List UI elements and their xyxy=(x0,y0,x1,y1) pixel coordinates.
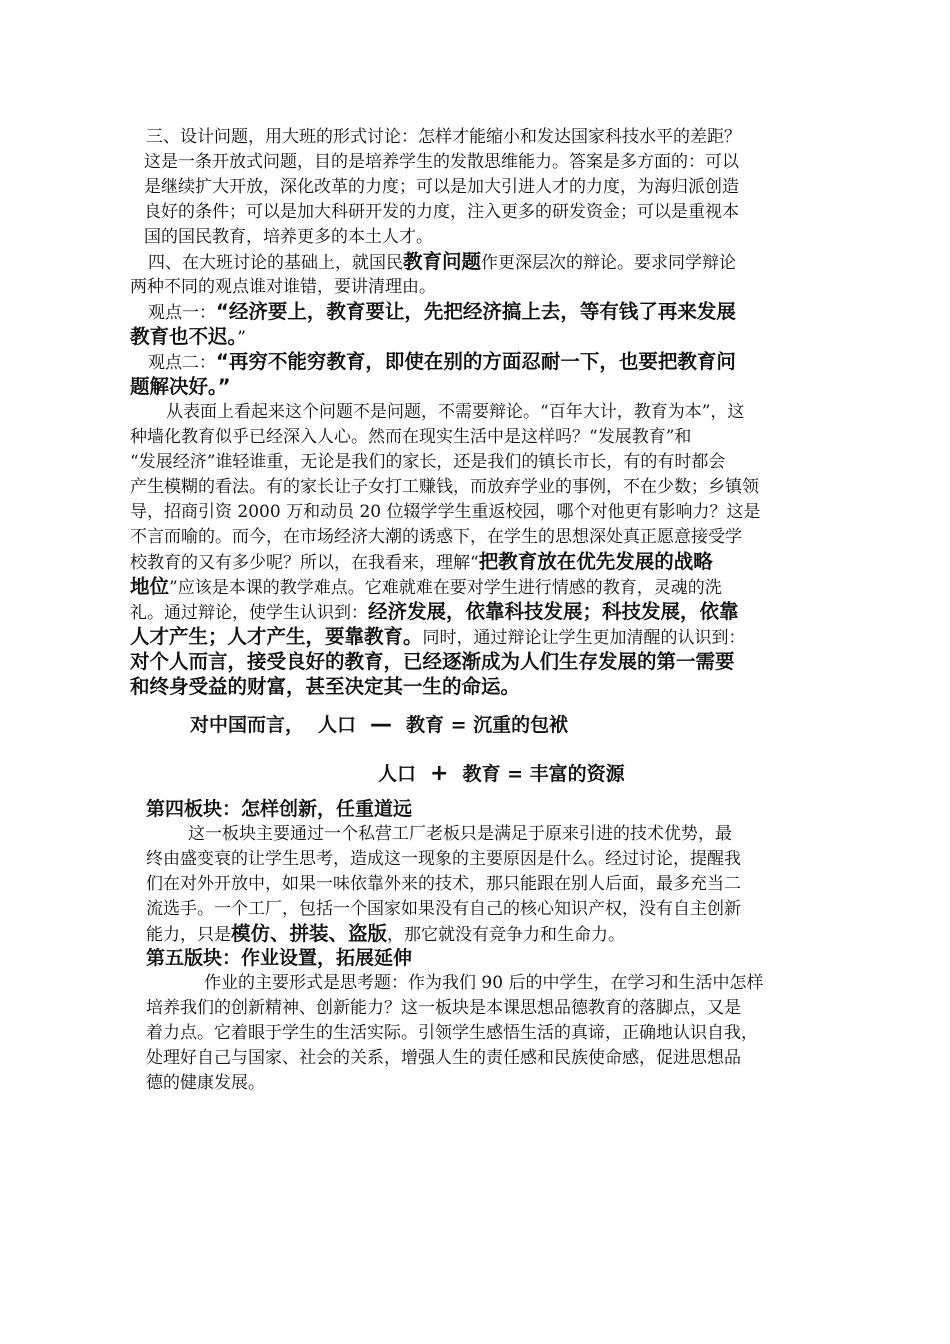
paragraph-text: ”应该是本课的教学难点。它难就难在要对学生进行情感的教育，灵魂的洗 xyxy=(169,578,722,598)
block4-text: ，那它就没有竞争力和生命力。 xyxy=(387,925,626,945)
section3-line: 良好的条件；可以是加大科研开发的力度，注入更多的研发资金；可以是重视本 xyxy=(144,202,739,222)
viewpoint-one-close: ” xyxy=(237,328,246,348)
block5-line: 着力点。它着眼于学生的生活实际。引领学生感悟生活的真谛，正确地认识自我， xyxy=(146,1023,758,1043)
paragraph-line: 从表面上看起来这个问题不是问题，不需要辩论。“百年大计，教育为本”，这 xyxy=(166,402,745,422)
viewpoint-one xyxy=(148,300,736,325)
equation-resource xyxy=(378,762,625,786)
paragraph-text: 同时，通过辩论让学生更加清醒的认识到： xyxy=(422,628,746,648)
block5-heading: 第五版块：作业设置，拓展延伸 xyxy=(146,947,413,969)
paragraph-line: 种墙化教育似乎已经深入人心。然而在现实生活中是这样吗？“发展教育”和 xyxy=(130,427,692,447)
section4-text: 四、在大班讨论的基础上，就国民 xyxy=(148,253,403,273)
paragraph-line: 对个人而言，接受良好的教育，已经逐渐成为人们生存发展的第一需要 xyxy=(130,650,735,673)
viewpoint-one-text: 教育也不迟。 xyxy=(130,325,238,348)
minus-sign: — xyxy=(370,712,393,737)
paragraph-bold: 地位 xyxy=(130,575,170,598)
section4-bold-term: 教育问题 xyxy=(403,250,482,273)
section3-line: 这是一条开放式问题，目的是培养学生的发散思维能力。答案是多方面的：可以 xyxy=(144,152,739,172)
block4-line: 这一板块主要通过一个私营工厂老板只是满足于原来引进的技术优势，最 xyxy=(188,824,732,844)
paragraph-line xyxy=(130,600,739,625)
section4-text: 作更深层次的辩论。要求同学辩论 xyxy=(481,253,737,273)
block4-bold: 模仿、拼装、盗版 xyxy=(231,922,388,945)
paragraph-line xyxy=(130,575,722,600)
block4-line: 流选手。一个工厂，包括一个国家如果没有自己的核心知识产权，没有自主创新 xyxy=(146,899,741,919)
block4-text: 能力，只是 xyxy=(146,925,231,945)
viewpoint-two xyxy=(148,350,736,375)
section4-line: 两种不同的观点谁对谁错，要讲清理由。 xyxy=(130,277,436,297)
viewpoint-two-text: 题解决好。” xyxy=(130,375,231,398)
viewpoint-one-text: “经济要上，教育要让，先把经济搞上去，等有钱了再来发展 xyxy=(216,300,736,323)
equation-term: 人口 xyxy=(318,714,357,736)
viewpoint-two-text: “再穷不能穷教育，即使在别的方面忍耐一下，也要把教育问 xyxy=(216,350,736,373)
block4-line xyxy=(146,922,625,947)
paragraph-line: “发展经济”谁轻谁重，无论是我们的家长，还是我们的镇长市长，有的有时都会 xyxy=(130,452,726,472)
paragraph-bold: 把教育放在优先发展的战略 xyxy=(478,550,713,573)
block4-line: 们在对外开放中，如果一味依靠外来的技术，那只能跟在别人后面，最多充当二 xyxy=(146,874,741,894)
equation-term: 人口 xyxy=(378,763,417,785)
paragraph-line: 导，招商引资 2000 万和动员 20 位辍学学生重返校园，哪个对他更有影响力？这是 xyxy=(130,502,761,522)
block5-line: 德的健康发展。 xyxy=(146,1073,265,1093)
section4-line xyxy=(148,250,736,275)
equation-result: 教育 = 丰富的资源 xyxy=(462,763,625,785)
viewpoint-two-label: 观点二： xyxy=(148,353,216,373)
block5-line: 作业的主要形式是思考题：作为我们 90 后的中学生，在学习和生活中怎样 xyxy=(204,973,764,993)
block5-line: 处理好自己与国家、社会的关系，增强人生的责任感和民族使命感，促进思想品 xyxy=(146,1048,741,1068)
section3-line: 是继续扩大开放，深化改革的力度；可以是加大引进人才的力度，为海归派创造 xyxy=(144,177,739,197)
paragraph-bold: 人才产生；人才产生，要靠教育。 xyxy=(130,625,423,648)
plus-sign: + xyxy=(430,761,449,786)
equation-result: 教育 = 沉重的包袱 xyxy=(406,714,569,736)
equation-burden xyxy=(190,713,568,737)
paragraph-line: 不言而喻的。而今，在市场经济大潮的诱惑下，在学生的思想深处真正愿意接受学 xyxy=(130,527,742,547)
paragraph-line: 产生模糊的看法。有的家长让子女打工赚钱，而放弃学业的事例，不在少数；乡镇领 xyxy=(130,477,759,497)
paragraph-bold: 经济发展，依靠科技发展；科技发展，依靠 xyxy=(368,600,739,623)
block5-line: 培养我们的创新精神、创新能力？这一板块是本课思想品德教育的落脚点，又是 xyxy=(146,998,741,1018)
block4-heading: 第四板块：怎样创新，任重道远 xyxy=(146,798,413,820)
paragraph-line: 和终身受益的财富，甚至决定其一生的命运。 xyxy=(130,675,521,698)
viewpoint-one-label: 观点一： xyxy=(148,303,216,323)
viewpoint-one-cont xyxy=(130,325,246,350)
equation-prefix: 对中国而言， xyxy=(190,714,305,736)
block4-line: 终由盛变衰的让学生思考，造成这一现象的主要原因是什么。经过讨论，提醒我 xyxy=(146,849,741,869)
paragraph-text: 礼。通过辩论，使学生认识到： xyxy=(130,603,368,623)
section3-line: 三、设计问题，用大班的形式讨论：怎样才能缩小和发达国家科技水平的差距？ xyxy=(146,127,741,147)
section3-line: 国的国民教育，培养更多的本土人才。 xyxy=(144,227,433,247)
paragraph-line xyxy=(130,550,713,575)
paragraph-line xyxy=(130,625,746,650)
paragraph-text: 校教育的又有多少呢？所以，在我看来，理解“ xyxy=(130,553,479,573)
viewpoint-two-cont xyxy=(130,375,231,400)
